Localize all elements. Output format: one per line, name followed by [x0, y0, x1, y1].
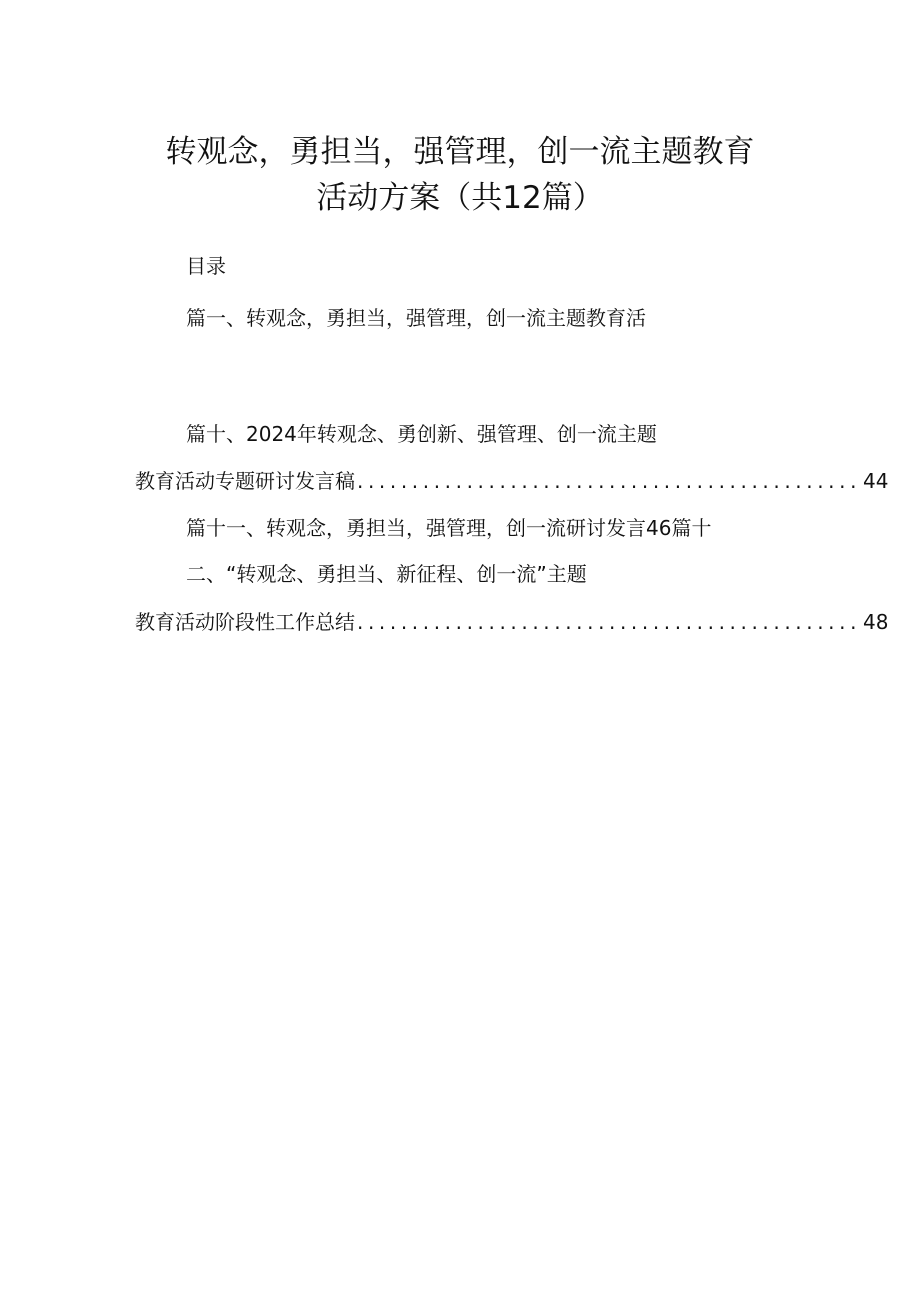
toc-page-number: 44 — [863, 469, 889, 493]
toc-page-number: 48 — [863, 610, 889, 634]
toc-entry-12-line-2[interactable] — [135, 606, 889, 635]
toc-heading: 目录 — [186, 254, 226, 278]
toc-entry-12-line-1[interactable]: 二、“转观念、勇担当、新征程、创一流”主题 — [186, 562, 587, 586]
toc-entry-10-line-2[interactable] — [135, 465, 889, 494]
toc-entry-10-title: 教育活动专题研讨发言稿 — [135, 469, 355, 493]
toc-entry-1[interactable]: 篇一、转观念，勇担当，强管理，创一流主题教育活 — [186, 306, 646, 330]
document-title-line-1: 转观念，勇担当，强管理，创一流主题教育 — [165, 134, 755, 170]
toc-entry-11[interactable]: 篇十一、转观念，勇担当，强管理，创一流研讨发言46篇十 — [186, 516, 712, 540]
document-title-line-2: 活动方案（共12篇） — [316, 180, 604, 216]
toc-leader-dots: .............................................. — [357, 610, 862, 634]
toc-entry-12-title: 教育活动阶段性工作总结 — [135, 610, 355, 634]
toc-leader-dots: .............................................. — [357, 469, 862, 493]
toc-entry-10-line-1[interactable]: 篇十、2024年转观念、勇创新、强管理、创一流主题 — [186, 422, 657, 446]
